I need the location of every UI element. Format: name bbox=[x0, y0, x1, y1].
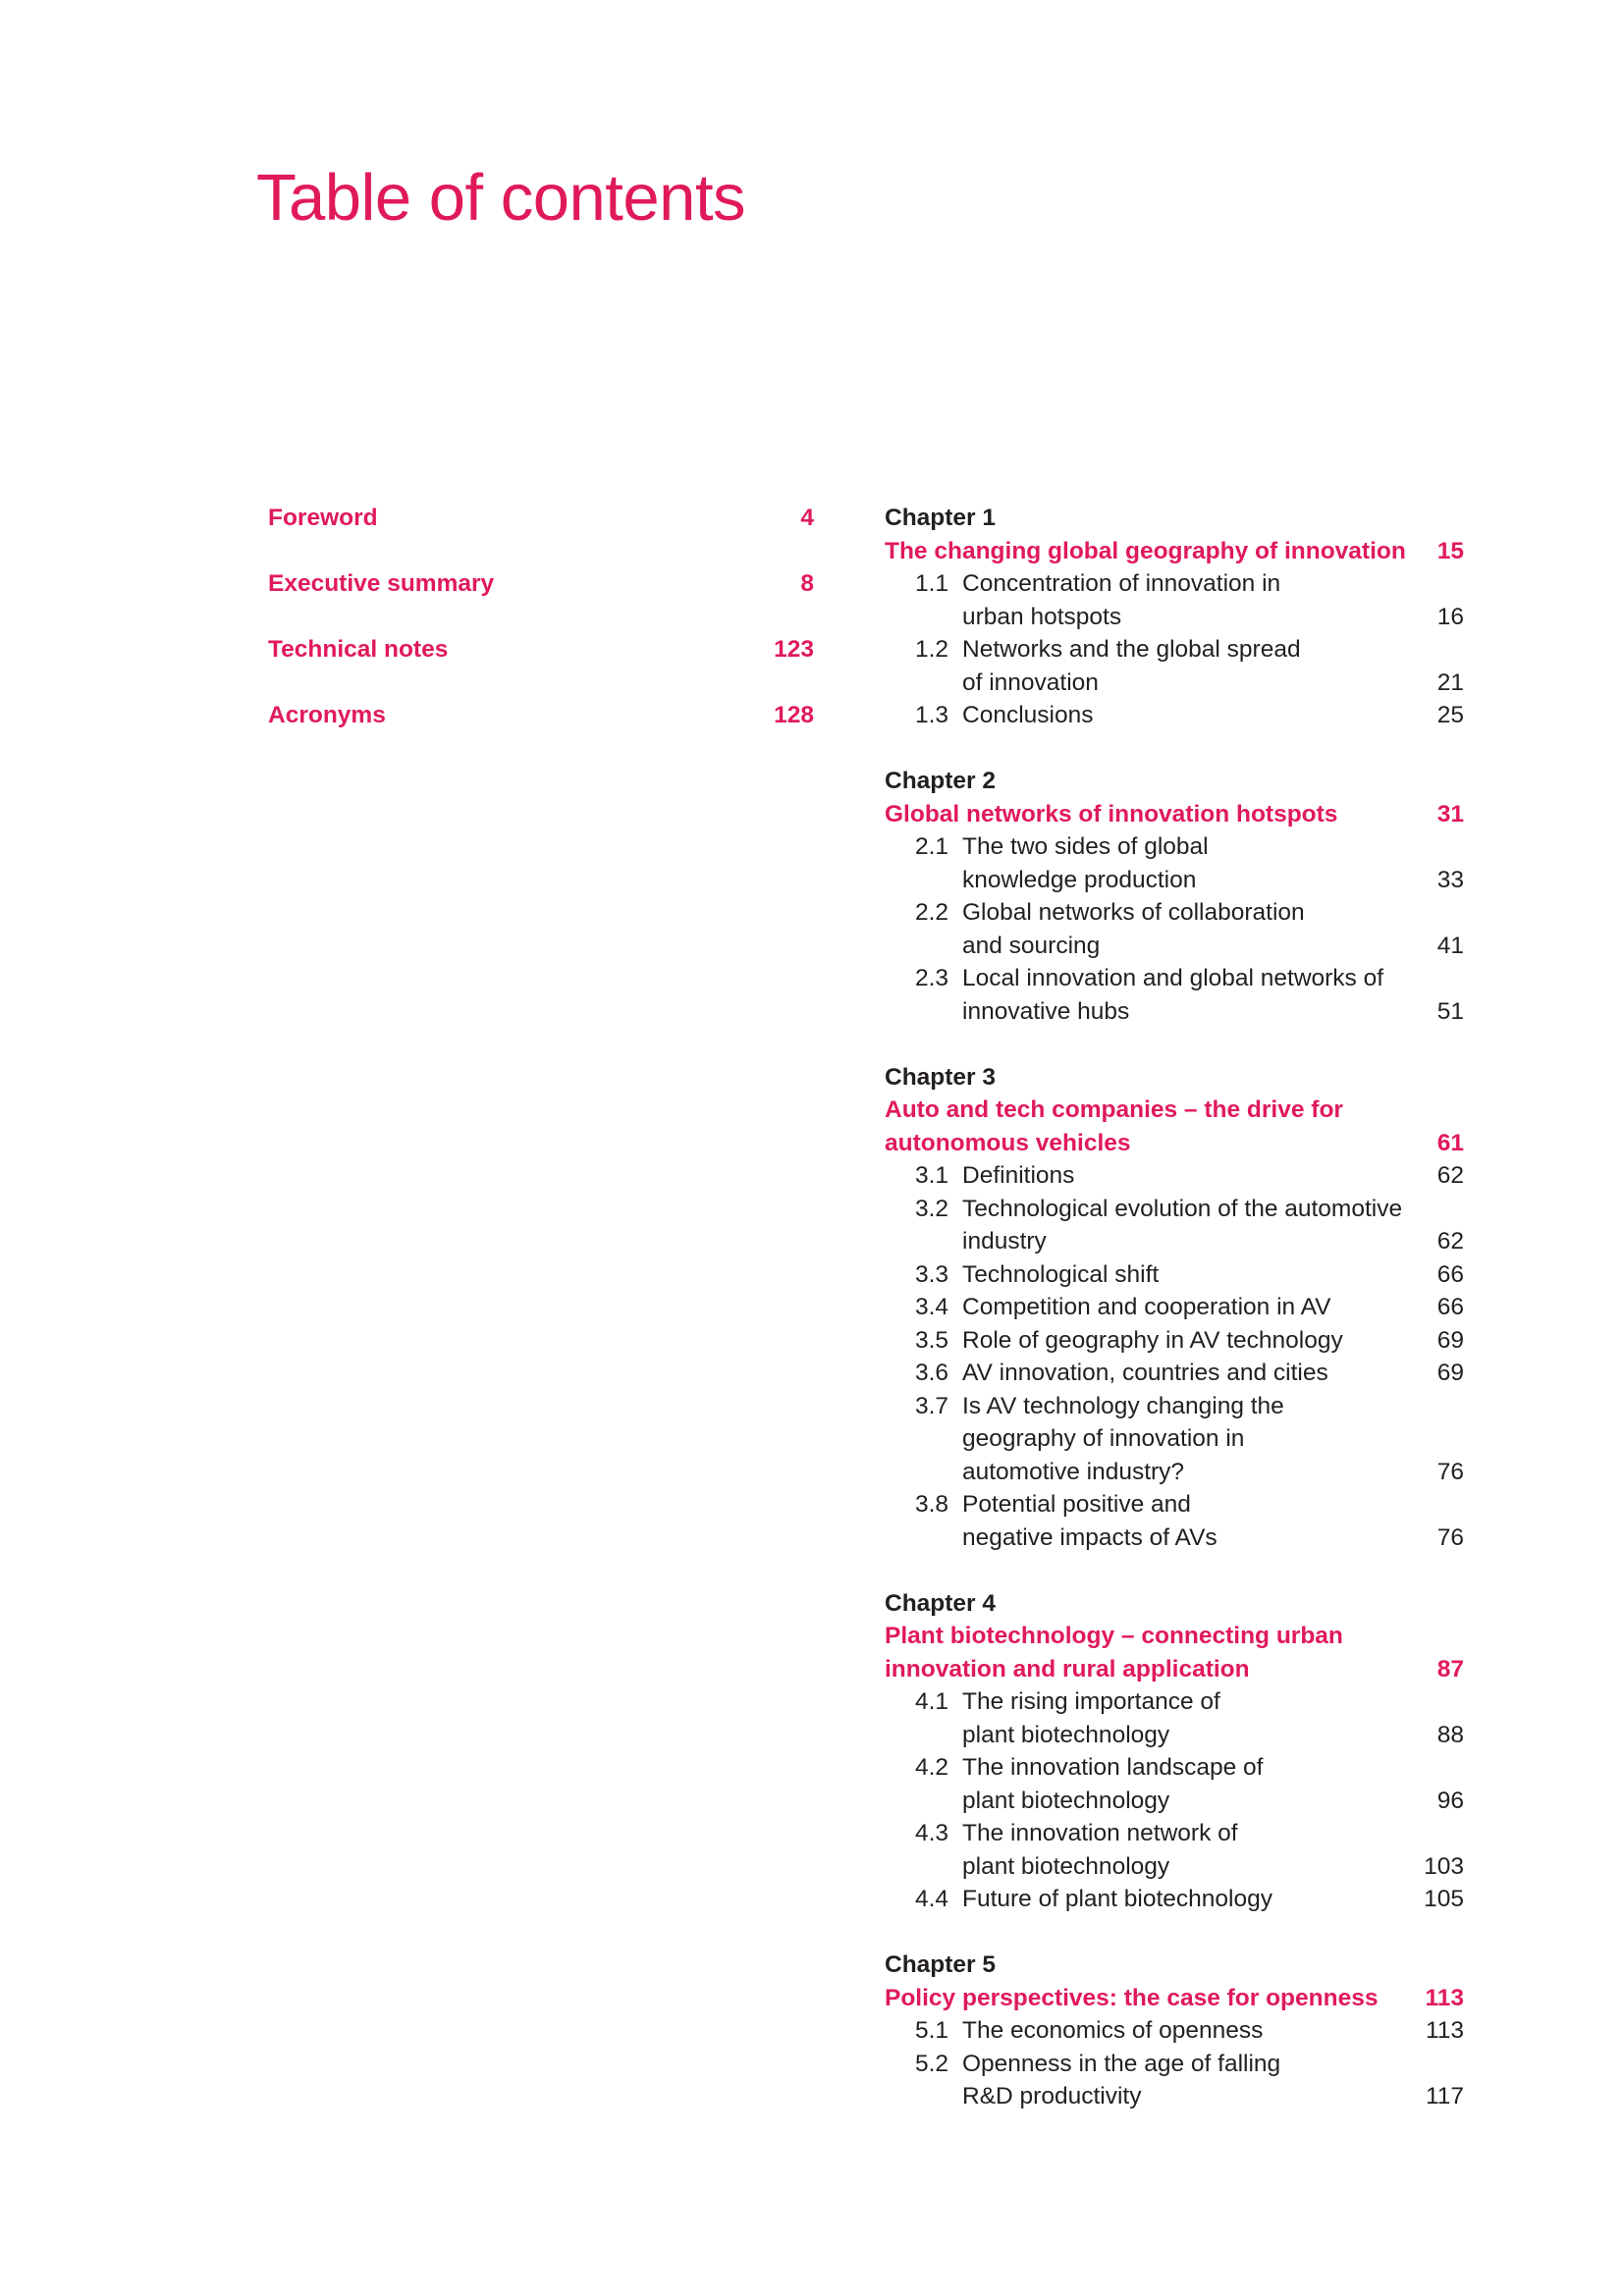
section-entry[interactable] bbox=[885, 1291, 1464, 1324]
chapter-label: Chapter 4 bbox=[885, 1589, 997, 1617]
chapter-list bbox=[885, 502, 1464, 2146]
entry-page: 123 bbox=[774, 636, 814, 663]
section-page: 51 bbox=[1436, 997, 1464, 1025]
section-title: of innovation bbox=[962, 668, 1099, 696]
section-entry[interactable] bbox=[885, 995, 1464, 1029]
section-page: 69 bbox=[1436, 1360, 1464, 1386]
section-entry[interactable] bbox=[885, 1850, 1464, 1884]
section-title: Role of geography in AV technology bbox=[962, 1326, 1343, 1354]
chapter-title[interactable] bbox=[885, 1653, 1464, 1686]
section-page: 76 bbox=[1436, 1523, 1464, 1551]
section-entry[interactable] bbox=[885, 864, 1464, 897]
section-title: Competition and cooperation in AV bbox=[962, 1294, 1331, 1320]
section-title: geography of innovation in bbox=[962, 1425, 1245, 1452]
section-number: 4.2 bbox=[914, 1754, 948, 1781]
section-entry[interactable] bbox=[885, 567, 1464, 601]
section-entry[interactable] bbox=[885, 1817, 1464, 1850]
section-title: Concentration of innovation in bbox=[962, 570, 1281, 597]
chapter-page: 87 bbox=[1436, 1655, 1464, 1682]
chapter-title-text: Plant biotechnology – connecting urban bbox=[885, 1623, 1343, 1649]
section-page: 33 bbox=[1436, 866, 1464, 893]
section-number: 3.5 bbox=[914, 1326, 948, 1354]
section-entry[interactable] bbox=[885, 1258, 1464, 1292]
chapter-label: Chapter 2 bbox=[885, 768, 997, 794]
section-entry[interactable] bbox=[885, 1719, 1464, 1752]
chapter-title[interactable] bbox=[885, 1982, 1464, 2015]
section-page: 66 bbox=[1436, 1294, 1464, 1320]
section-number: 3.4 bbox=[914, 1294, 948, 1320]
section-page: 103 bbox=[1424, 1852, 1464, 1880]
section-entry[interactable] bbox=[885, 1785, 1464, 1818]
chapter-title[interactable] bbox=[885, 798, 1464, 831]
section-page: 117 bbox=[1425, 2083, 1464, 2109]
chapter-title-text: innovation and rural application bbox=[885, 1655, 1250, 1682]
section-title: plant biotechnology bbox=[962, 1852, 1170, 1880]
section-title: plant biotechnology bbox=[962, 1721, 1170, 1748]
section-title: urban hotspots bbox=[962, 603, 1122, 630]
chapter-title[interactable] bbox=[885, 1094, 1464, 1127]
section-title: Definitions bbox=[962, 1162, 1075, 1189]
toc-entry-executive-summary[interactable] bbox=[268, 567, 814, 601]
chapter-label: Chapter 1 bbox=[885, 505, 997, 531]
chapter-title[interactable] bbox=[885, 535, 1464, 568]
section-entry[interactable] bbox=[885, 1422, 1464, 1456]
section-number: 4.4 bbox=[914, 1886, 948, 1912]
section-number: 1.3 bbox=[914, 702, 948, 728]
section-number: 5.2 bbox=[914, 2050, 948, 2077]
entry-title: Technical notes bbox=[268, 636, 449, 663]
section-page: 88 bbox=[1436, 1721, 1464, 1748]
section-entry[interactable] bbox=[885, 1685, 1464, 1719]
chapter-label: Chapter 3 bbox=[885, 1063, 997, 1091]
section-number: 3.7 bbox=[914, 1392, 948, 1419]
chapter-block bbox=[885, 1949, 1464, 2113]
section-number: 4.1 bbox=[914, 1688, 948, 1715]
section-entry[interactable] bbox=[885, 1883, 1464, 1916]
section-title: Networks and the global spread bbox=[962, 636, 1301, 663]
chapter-page: 15 bbox=[1436, 537, 1464, 564]
section-number: 3.3 bbox=[914, 1260, 948, 1288]
toc-entry-foreword[interactable] bbox=[268, 502, 814, 535]
section-title: Conclusions bbox=[962, 702, 1094, 728]
section-page: 41 bbox=[1436, 932, 1464, 959]
section-title: negative impacts of AVs bbox=[962, 1523, 1218, 1551]
section-number: 3.2 bbox=[914, 1195, 948, 1222]
section-number: 3.6 bbox=[914, 1360, 948, 1386]
section-number: 3.1 bbox=[914, 1162, 948, 1189]
entry-page: 8 bbox=[800, 570, 814, 597]
section-entry[interactable] bbox=[885, 667, 1464, 700]
section-title: Potential positive and bbox=[962, 1491, 1191, 1518]
section-entry[interactable] bbox=[885, 830, 1464, 864]
section-page: 66 bbox=[1436, 1260, 1464, 1288]
section-page: 69 bbox=[1436, 1326, 1464, 1354]
section-page: 62 bbox=[1436, 1162, 1464, 1189]
section-title: Local innovation and global networks of bbox=[962, 965, 1384, 991]
section-number: 3.8 bbox=[914, 1491, 948, 1518]
section-entry[interactable] bbox=[885, 1456, 1464, 1489]
section-number: 4.3 bbox=[914, 1820, 948, 1846]
section-title: Global networks of collaboration bbox=[962, 899, 1305, 926]
section-entry[interactable] bbox=[885, 1488, 1464, 1522]
section-title: AV innovation, countries and cities bbox=[962, 1360, 1328, 1386]
section-title: and sourcing bbox=[962, 932, 1101, 959]
section-entry[interactable] bbox=[885, 2014, 1464, 2048]
section-entry[interactable] bbox=[885, 2048, 1464, 2081]
page-title: Table of contents bbox=[256, 161, 746, 235]
section-title: Is AV technology changing the bbox=[962, 1392, 1284, 1419]
section-title: The rising importance of bbox=[962, 1688, 1220, 1715]
section-page: 16 bbox=[1436, 603, 1464, 630]
section-title: automotive industry? bbox=[962, 1458, 1185, 1485]
section-number: 2.2 bbox=[914, 899, 948, 926]
section-title: Openness in the age of falling bbox=[962, 2050, 1281, 2077]
section-number: 5.1 bbox=[914, 2017, 948, 2044]
section-entry[interactable] bbox=[885, 930, 1464, 963]
section-title: The economics of openness bbox=[962, 2017, 1264, 2044]
section-page: 62 bbox=[1436, 1228, 1464, 1255]
section-entry[interactable] bbox=[885, 1751, 1464, 1785]
section-title: The two sides of global bbox=[962, 833, 1209, 860]
section-entry[interactable] bbox=[885, 1522, 1464, 1555]
chapter-block bbox=[885, 1587, 1464, 1916]
chapter-title[interactable] bbox=[885, 1620, 1464, 1653]
section-title: plant biotechnology bbox=[962, 1787, 1170, 1814]
section-entry[interactable] bbox=[885, 2080, 1464, 2113]
chapter-block bbox=[885, 1061, 1464, 1555]
chapter-title-text: autonomous vehicles bbox=[885, 1129, 1131, 1156]
section-entry[interactable] bbox=[885, 1225, 1464, 1258]
section-title: Technological shift bbox=[962, 1260, 1160, 1288]
section-title: Technological evolution of the automotive bbox=[962, 1195, 1403, 1222]
chapter-page: 113 bbox=[1425, 1984, 1464, 2011]
chapter-label: Chapter 5 bbox=[885, 1951, 997, 1978]
chapter-title-text: Auto and tech companies – the drive for bbox=[885, 1096, 1343, 1123]
toc-entry-technical-notes[interactable] bbox=[268, 633, 814, 667]
front-matter-list bbox=[268, 502, 814, 765]
chapter-title[interactable] bbox=[885, 1127, 1464, 1160]
chapter-block bbox=[885, 502, 1464, 732]
section-title: innovative hubs bbox=[962, 997, 1130, 1025]
section-title: Future of plant biotechnology bbox=[962, 1886, 1272, 1912]
section-page: 96 bbox=[1436, 1787, 1464, 1814]
section-title: The innovation landscape of bbox=[962, 1754, 1264, 1781]
entry-title: Acronyms bbox=[268, 702, 386, 728]
section-title: industry bbox=[962, 1228, 1047, 1255]
toc-entry-acronyms[interactable] bbox=[268, 699, 814, 732]
section-entry[interactable] bbox=[885, 1193, 1464, 1226]
chapter-page: 31 bbox=[1436, 800, 1464, 828]
entry-title: Foreword bbox=[268, 505, 378, 531]
section-page: 113 bbox=[1425, 2017, 1464, 2044]
section-page: 76 bbox=[1436, 1458, 1464, 1485]
section-entry[interactable] bbox=[885, 1357, 1464, 1390]
section-entry[interactable] bbox=[885, 896, 1464, 930]
section-entry[interactable] bbox=[885, 601, 1464, 634]
section-title: The innovation network of bbox=[962, 1820, 1238, 1846]
entry-page: 128 bbox=[774, 702, 814, 728]
section-title: knowledge production bbox=[962, 866, 1197, 893]
section-entry[interactable] bbox=[885, 1390, 1464, 1423]
chapter-title-text: The changing global geography of innovation bbox=[885, 537, 1406, 564]
section-number: 1.2 bbox=[914, 636, 948, 663]
chapter-page: 61 bbox=[1436, 1129, 1464, 1156]
section-entry[interactable] bbox=[885, 699, 1464, 732]
entry-title: Executive summary bbox=[268, 570, 495, 597]
section-entry[interactable] bbox=[885, 962, 1464, 995]
chapter-title-text: Global networks of innovation hotspots bbox=[885, 800, 1338, 828]
section-page: 21 bbox=[1436, 668, 1464, 696]
chapter-block bbox=[885, 765, 1464, 1028]
section-number: 2.3 bbox=[914, 965, 948, 991]
section-entry[interactable] bbox=[885, 1159, 1464, 1193]
entry-page: 4 bbox=[800, 505, 814, 531]
section-number: 2.1 bbox=[914, 833, 948, 860]
section-page: 25 bbox=[1436, 702, 1464, 728]
chapter-title-text: Policy perspectives: the case for openness bbox=[885, 1984, 1379, 2011]
section-title: R&D productivity bbox=[962, 2083, 1142, 2109]
section-number: 1.1 bbox=[914, 570, 948, 597]
section-page: 105 bbox=[1424, 1886, 1464, 1912]
section-entry[interactable] bbox=[885, 633, 1464, 667]
section-entry[interactable] bbox=[885, 1324, 1464, 1358]
